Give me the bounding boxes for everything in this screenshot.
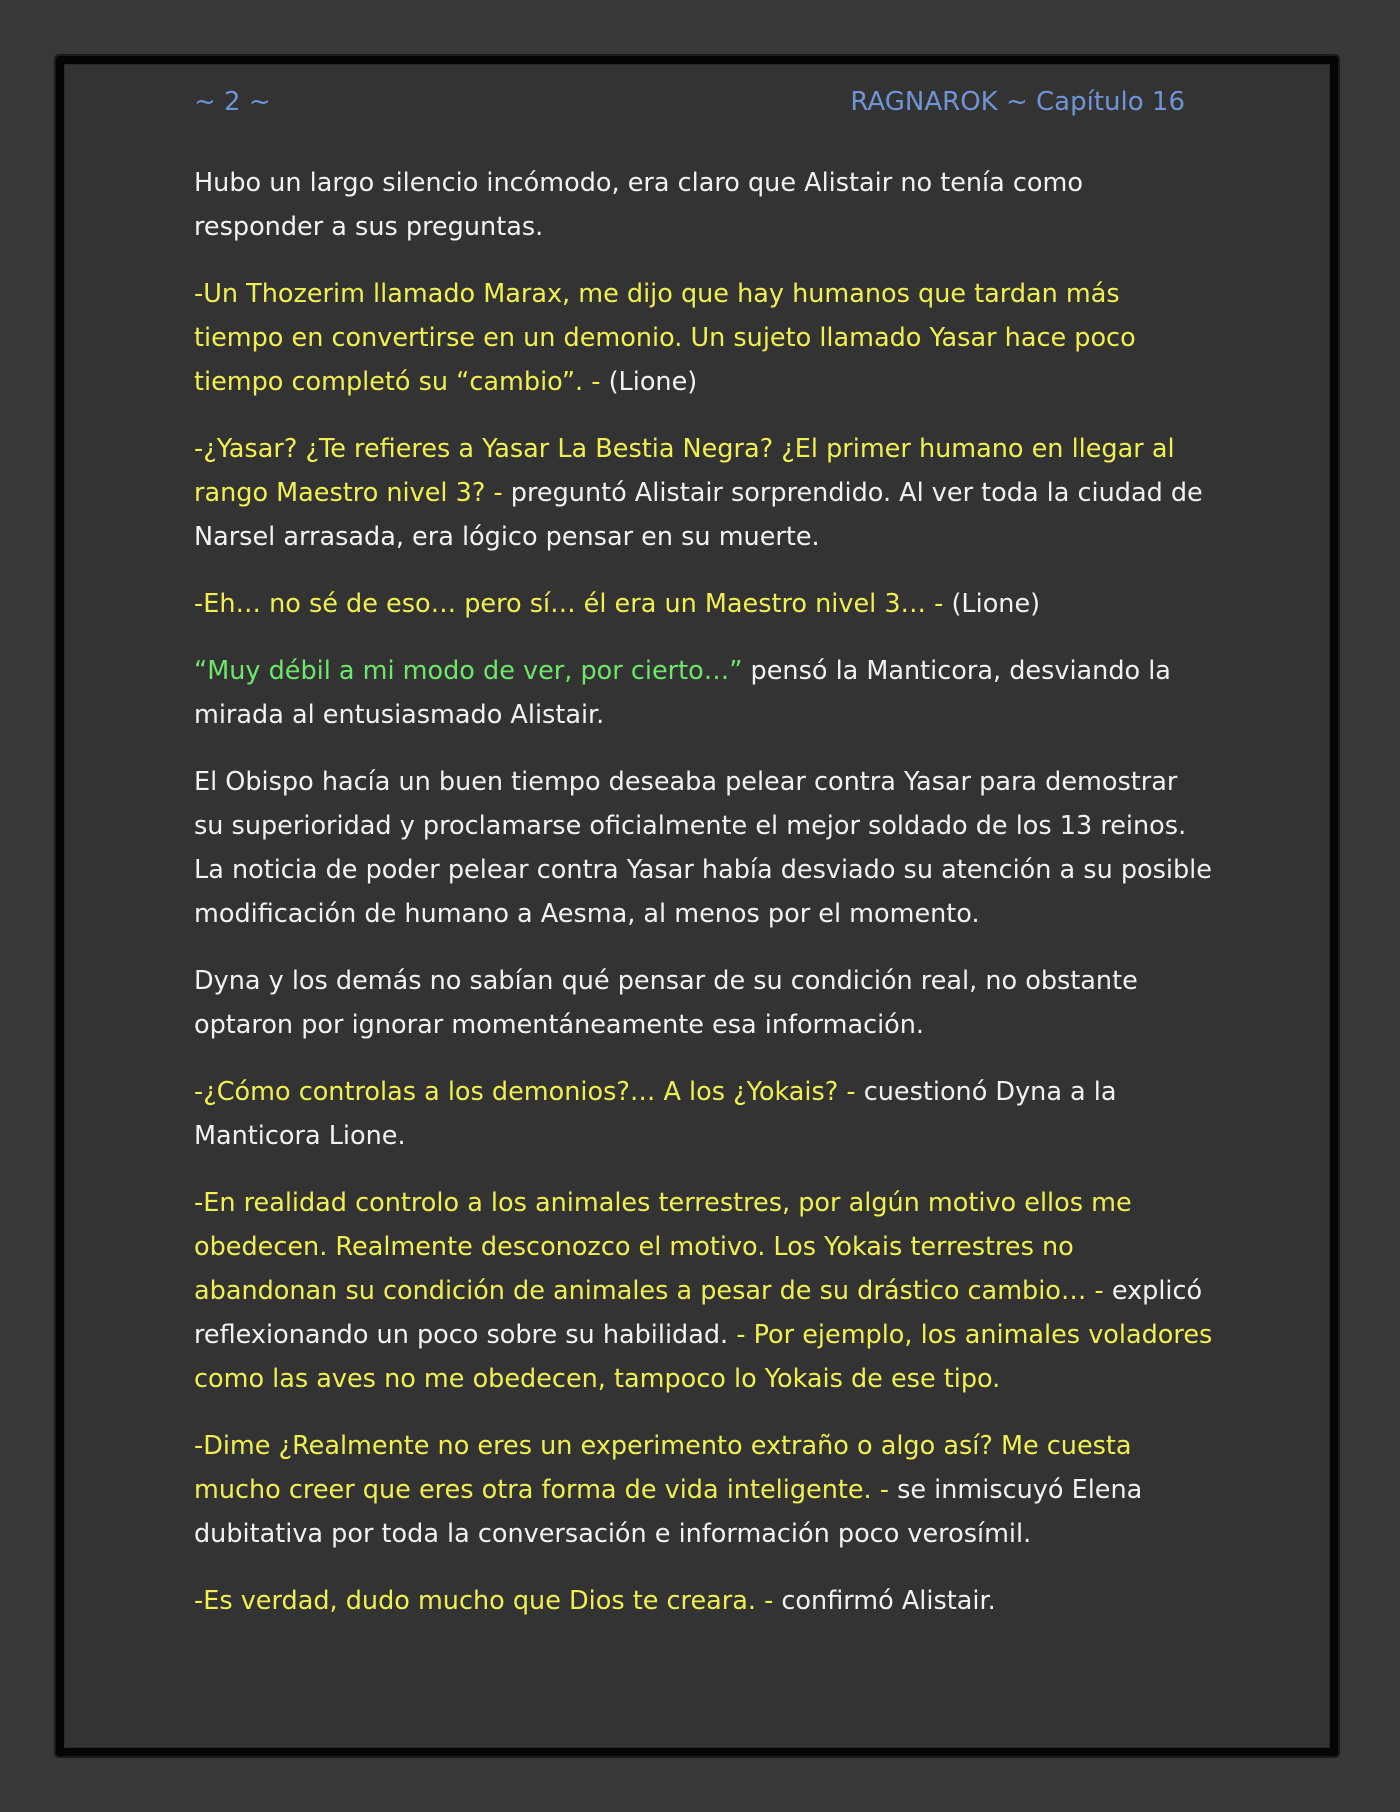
paragraph bbox=[194, 427, 1214, 559]
narration-text: se inmiscuyó Elena dubitativa por toda la conversación e información poco verosímil. bbox=[194, 1475, 1143, 1549]
dialogue-text: -En realidad controlo a los animales terrestres, por algún motivo ellos me obedecen. Realmente desconozco el motivo. Los Yokais terrestres no abandonan su condición de animales a pesar de su drástico cambio… - bbox=[194, 1188, 1132, 1306]
dialogue-text: -Un Thozerim llamado Marax, me dijo que hay humanos que tardan más tiempo en convertirse en un demonio. Un sujeto llamado Yasar hace poco tiempo completó su “cambio”. - bbox=[194, 279, 1136, 397]
paragraph bbox=[194, 582, 1214, 626]
paragraph bbox=[194, 1579, 1214, 1623]
dialogue-text: -¿Cómo controlas a los demonios?… A los ¿Yokais? - bbox=[194, 1077, 864, 1107]
paragraph bbox=[194, 760, 1214, 936]
narration-text: El Obispo hacía un buen tiempo deseaba pelear contra Yasar para demostrar su superioridad y proclamarse oficialmente el mejor soldado de los 13 reinos. La noticia de poder pelear contra Yasar había desviado su atención a su posible modificación de humano a Aesma, al menos por el momento. bbox=[194, 767, 1212, 929]
dialogue-text: -Eh… no sé de eso… pero sí… él era un Maestro nivel 3… - bbox=[194, 589, 952, 619]
chapter-body bbox=[194, 161, 1214, 1646]
narration-text: explicó reflexionando un poco sobre su habilidad. bbox=[194, 1276, 1203, 1350]
narration-text: confirmó Alistair. bbox=[781, 1586, 996, 1616]
chapter-title: RAGNAROK ~ Capítulo 16 bbox=[850, 87, 1185, 117]
dialogue-text: - Por ejemplo, los animales voladores como las aves no me obedecen, tampoco lo Yokais de ese tipo. bbox=[194, 1320, 1213, 1394]
paragraph bbox=[194, 959, 1214, 1047]
paragraph bbox=[194, 1424, 1214, 1556]
paragraph bbox=[194, 1070, 1214, 1158]
page-header bbox=[194, 84, 1185, 120]
thought-text: “Muy débil a mi modo de ver, por cierto…” bbox=[194, 656, 743, 686]
page-number: ~ 2 ~ bbox=[194, 87, 271, 117]
narration-text: pensó la Manticora, desviando la mirada al entusiasmado Alistair. bbox=[194, 656, 1171, 730]
dialogue-text: -¿Yasar? ¿Te refieres a Yasar La Bestia Negra? ¿El primer humano en llegar al rango Maestro nivel 3? - bbox=[194, 434, 1175, 508]
narration-text: (Lione) bbox=[951, 589, 1041, 619]
narration-text: cuestionó Dyna a la Manticora Lione. bbox=[194, 1077, 1117, 1151]
paragraph bbox=[194, 272, 1214, 404]
paragraph bbox=[194, 1181, 1214, 1401]
narration-text: preguntó Alistair sorprendido. Al ver toda la ciudad de Narsel arrasada, era lógico pensar en su muerte. bbox=[194, 478, 1203, 552]
narration-text: Dyna y los demás no sabían qué pensar de su condición real, no obstante optaron por ignorar momentáneamente esa información. bbox=[194, 966, 1138, 1040]
dialogue-text: -Dime ¿Realmente no eres un experimento extraño o algo así? Me cuesta mucho creer que eres otra forma de vida inteligente. - bbox=[194, 1431, 1132, 1505]
narration-text: (Lione) bbox=[608, 367, 698, 397]
narration-text: Hubo un largo silencio incómodo, era claro que Alistair no tenía como responder a sus preguntas. bbox=[194, 168, 1083, 242]
paragraph bbox=[194, 649, 1214, 737]
paragraph bbox=[194, 161, 1214, 249]
dialogue-text: -Es verdad, dudo mucho que Dios te creara. - bbox=[194, 1586, 782, 1616]
